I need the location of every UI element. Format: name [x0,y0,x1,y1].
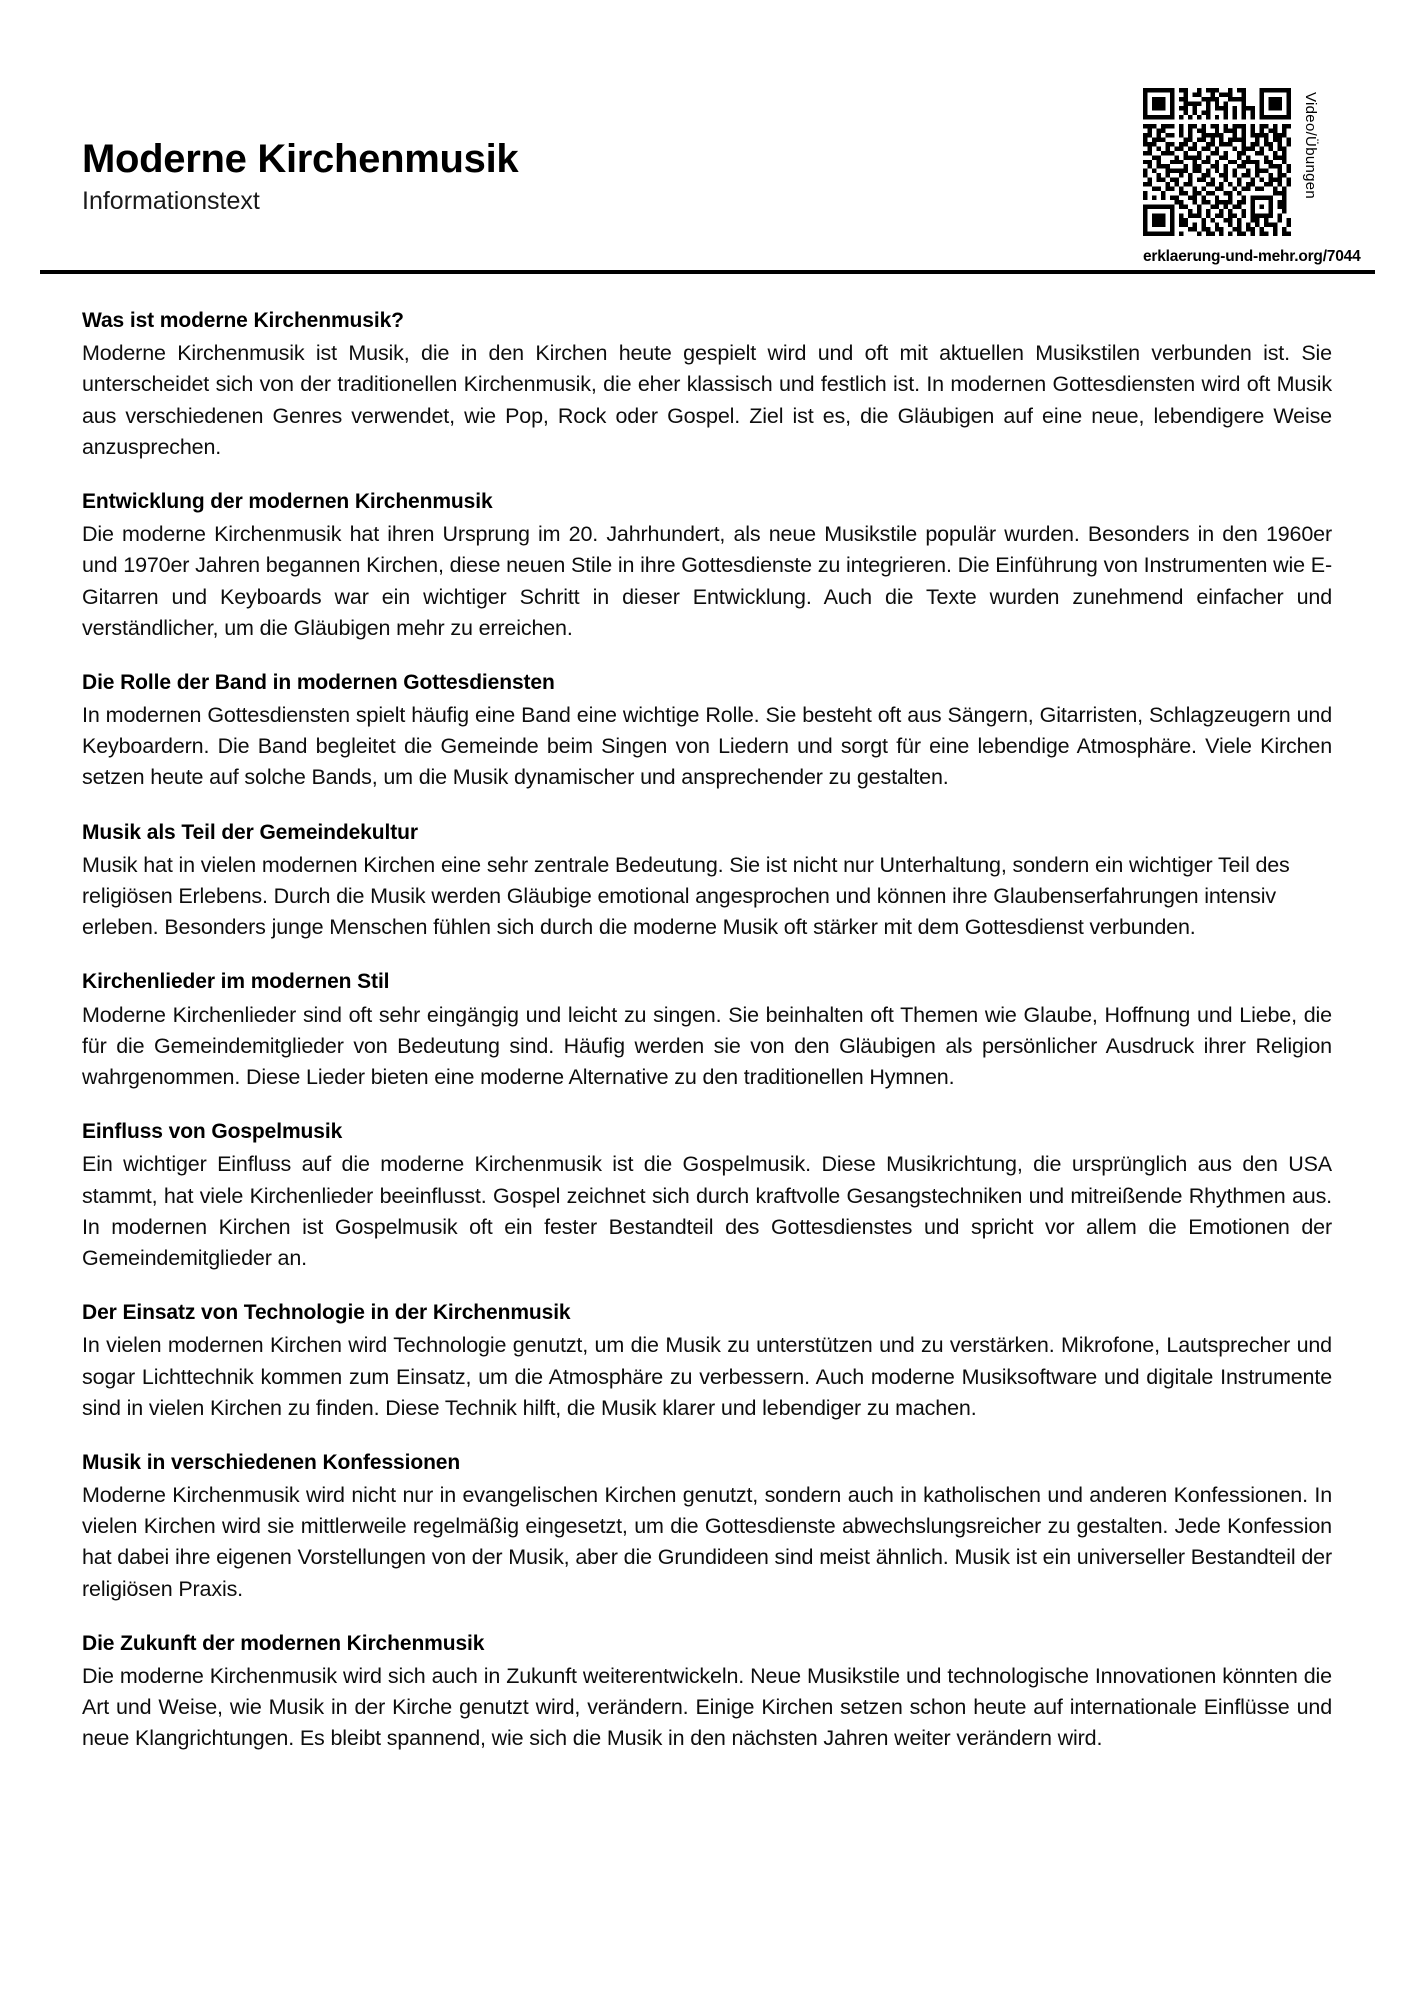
content-section [82,1119,1332,1274]
section-body: Moderne Kirchenmusik ist Musik, die in den Kirchen heute gespielt wird und oft mit aktuellen Musikstilen verbunden ist. Sie unterscheidet sich von der traditionellen Kirchenmusik, die eher klassisch und festlich ist. In modernen Gottesdiensten wird oft Musik aus verschiedenen Genres verwendet, wie Pop, Rock oder Gospel. Ziel ist es, die Gläubigen auf eine neue, lebendigere Weise anzusprechen. [82,341,1332,459]
section-body: Ein wichtiger Einfluss auf die moderne Kirchenmusik ist die Gospelmusik. Diese Musikrichtung, die ursprünglich aus den USA stammt, hat viele Kirchenlieder beeinflusst. Gospel zeichnet sich durch kraftvolle Gesangstechniken und mitreißende Rhythmen aus. In modernen Kirchen ist Gospelmusik oft ein fester Bestandteil des Gottesdienstes und spricht vor allem die Emotionen der Gemeindemitglieder an. [82,1152,1332,1270]
section-body: Die moderne Kirchenmusik hat ihren Ursprung im 20. Jahrhundert, als neue Musikstile populär wurden. Besonders in den 1960er und 1970er Jahren begannen Kirchen, diese neuen Stile in ihre Gottesdienste zu integrieren. Die Einführung von Instrumenten wie E-Gitarren und Keyboards war ein wichtiger Schritt in dieser Entwicklung. Auch die Texte wurden zunehmend einfacher und verständlicher, um die Gläubigen mehr zu erreichen. [82,522,1332,640]
content-section [82,1450,1332,1605]
qr-row [1143,88,1383,240]
section-body: Moderne Kirchenlieder sind oft sehr eingängig und leicht zu singen. Sie beinhalten oft Themen wie Glaube, Hoffnung und Liebe, die für die Gemeindemitglieder von Bedeutung sind. Häufig werden sie von den Gläubigen als persönlicher Ausdruck ihrer Religion wahrgenommen. Diese Lieder bieten eine moderne Alternative zu den traditionellen Hymnen. [82,1002,1332,1089]
section-body: Musik hat in vielen modernen Kirchen eine sehr zentrale Bedeutung. Sie ist nicht nur Unterhaltung, sondern ein wichtiger Teil des religiösen Erlebens. Durch die Musik werden Gläubige emotional angesprochen und können ihre Glaubenserfahrungen intensiv erleben. Besonders junge Menschen fühlen sich durch die moderne Musik oft stärker mit dem Gottesdienst verbunden. [82,852,1290,940]
page-subtitle: Informationstext [82,187,260,215]
page-title: Moderne Kirchenmusik [82,137,519,181]
qr-block [1143,88,1383,266]
section-heading: Einfluss von Gospelmusik [82,1120,343,1144]
section-heading: Musik in verschiedenen Konfessionen [82,1450,461,1474]
section-body: In modernen Gottesdiensten spielt häufig eine Band eine wichtige Rolle. Sie besteht oft aus Sängern, Gitarristen, Schlagzeugern und Keyboardern. Die Band begleitet die Gemeinde beim Singen von Liedern und sorgt für eine lebendige Atmosphäre. Viele Kirchen setzen heute auf solche Bands, um die Musik dynamischer und ansprechender zu gestalten. [82,703,1332,790]
section-heading: Der Einsatz von Technologie in der Kirchenmusik [82,1301,571,1325]
qr-code-icon[interactable] [1143,88,1291,236]
section-heading: Kirchenlieder im modernen Stil [82,970,390,994]
document-content [82,308,1332,1755]
content-section [82,969,1332,1093]
content-section [82,1631,1332,1755]
section-body: In vielen modernen Kirchen wird Technologie genutzt, um die Musik zu unterstützen und zu verstärken. Mikrofone, Lautsprecher und sogar Lichttechnik kommen zum Einsatz, um die Atmosphäre zu verbessern. Auch moderne Musiksoftware und digitale Instrumente sind in vielen Kirchen zu finden. Diese Technik hilft, die Musik klarer und lebendiger zu machen. [82,1333,1332,1420]
title-block [82,138,518,216]
content-section [82,489,1332,644]
section-heading: Die Zukunft der modernen Kirchenmusik [82,1631,485,1655]
document-header [0,0,1414,270]
section-heading: Entwicklung der modernen Kirchenmusik [82,489,493,513]
section-heading: Musik als Teil der Gemeindekultur [82,820,418,844]
qr-url-label[interactable]: erklaerung-und-mehr.org/7044 [1143,248,1361,265]
section-body: Moderne Kirchenmusik wird nicht nur in evangelischen Kirchen genutzt, sondern auch in katholischen und anderen Konfessionen. In vielen Kirchen wird sie mittlerweile regelmäßig eingesetzt, um die Gottesdienste abwechslungsreicher zu gestalten. Jede Konfession hat dabei ihre eigenen Vorstellungen von der Musik, aber die Grundideen sind meist ähnlich. Musik ist ein universeller Bestandteil der religiösen Praxis. [82,1483,1332,1601]
content-section [82,1300,1332,1424]
section-body: Die moderne Kirchenmusik wird sich auch in Zukunft weiterentwickeln. Neue Musikstile und technologische Innovationen könnten die Art und Weise, wie Musik in der Kirche genutzt wird, verändern. Einige Kirchen setzen schon heute auf internationale Einflüsse und neue Klangrichtungen. Es bleibt spannend, wie sich die Musik in den nächsten Jahren weiter verändern wird. [82,1664,1332,1751]
section-heading: Die Rolle der Band in modernen Gottesdiensten [82,670,555,694]
content-section [82,670,1332,794]
section-heading: Was ist moderne Kirchenmusik? [82,309,404,332]
header-divider [40,270,1375,274]
content-section [82,308,1332,463]
qr-side-label: Video/Übungen [1302,92,1319,200]
content-section [82,820,1332,944]
